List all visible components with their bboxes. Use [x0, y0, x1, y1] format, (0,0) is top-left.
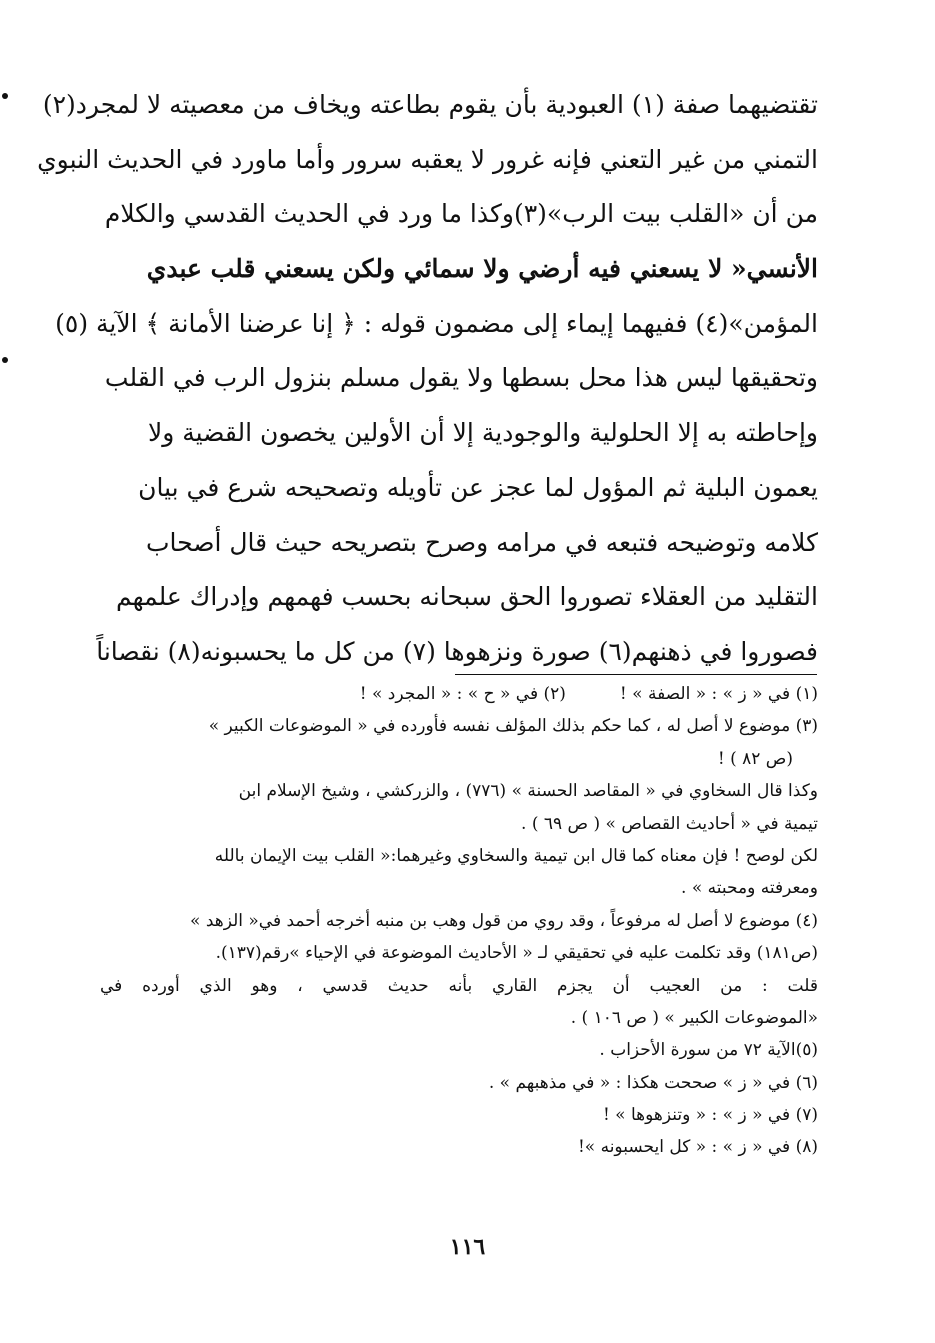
footnote-line: قلت : من العجيب أن يجزم القاري بأنه حديث قدسي ، وهو الذي أورده في: [100, 975, 818, 996]
body-line: يعمون البلية ثم المؤول لما عجز عن تأويله وتصحيحه شرع في بيان: [138, 472, 818, 502]
footnote-line: (٨) في « ز » : « كل ايحسبونه »!: [577, 1137, 818, 1158]
body-line: فصوروا في ذهنهم(٦) صورة ونزهوها (٧) من كل ما يحسبونه(٨) نقصاناً: [96, 636, 818, 666]
body-line: تقتضيهما صفة (١) العبودية بأن يقوم بطاعته ويخاف من معصيته لا لمجرد(٢): [42, 90, 818, 119]
footnote-line: (٣) موضوع لا أصل له ، كما حكم بذلك المؤلف نفسه فأورده في « الموضوعات الكبير »: [208, 716, 818, 737]
footnote-line: تيمية في « أحاديث القصاص » ( ص ٦٩ ) .: [521, 813, 818, 834]
footnote-line: لكن لوصح ! فإن معناه كما قال ابن تيمية والسخاوي وغيرهما:« القلب بيت الإيمان بالله: [214, 845, 818, 866]
margin-mark: [2, 93, 8, 99]
margin-mark: [2, 357, 8, 363]
footnote-line: (ص١٨١) وقد تكلمت عليه في تحقيقي لـ « الأحاديث الموضوعة في الإحياء »رقم(١٣٧).: [215, 943, 818, 964]
footnote-line: (ص ٨٢ ) !: [717, 748, 793, 769]
footnote-divider: [455, 674, 817, 675]
body-line: من أن «القلب بيت الرب»(٣)وكذا ما ورد في الحديث القدسي والكلام: [104, 199, 818, 229]
body-line: وإحاطته به إلا الحلولية والوجودية إلا أن الأولين يخصون القضية ولا: [147, 418, 818, 448]
footnote-line: وكذا قال السخاوي في « المقاصد الحسنة » (٧٧٦) ، والزركشي ، وشيخ الإسلام ابن: [238, 781, 818, 802]
footnote-line: «الموضوعات الكبير » ( ص ١٠٦ ) .: [570, 1007, 818, 1028]
body-line: المؤمن»(٤) ففيهما إيماء إلى مضمون قوله : ﴿ إنا عرضنا الأمانة ﴾ الآية (٥): [55, 308, 818, 338]
body-line: التقليد من العقلاء تصوروا الحق سبحانه بحسب فهمهم وإدراك علمهم: [115, 582, 818, 612]
body-line: التمني من غير التعني فإنه غرور لا يعقبه سرور وأما ماورد في الحديث النبوي: [37, 144, 818, 174]
footnote-line: (٧) في « ز » : « وتنزهوها » !: [602, 1105, 818, 1126]
footnote-line: (١) في « ز » : « الصفة » ! (٢) في « ح » : « المجرد » !: [359, 684, 818, 704]
footnote-line: (٦) في « ز » صححت هكذا : « في مذهبهم » .: [488, 1072, 818, 1093]
body-line: وتحقيقها ليس هذا محل بسطها ولا يقول مسلم بنزول الرب في القلب: [104, 363, 818, 393]
footnote-line: ومعرفته ومحبته » .: [681, 878, 818, 899]
page-number: ١١٦: [449, 1234, 486, 1260]
footnote-line: (٥)الآية ٧٢ من سورة الأحزاب .: [599, 1040, 818, 1061]
body-line: الأنسي« لا يسعني فيه أرضي ولا سمائي ولكن يسعني قلب عبدي: [146, 254, 818, 284]
main-text: [37, 78, 818, 680]
footnote-line: (٤) موضوع لا أصل له مرفوعاً ، وقد روي من قول وهب بن منبه أخرجه أحمد في« الزهد »: [190, 910, 818, 931]
body-line: كلامه وتوضيحه فتبعه في مرامه وصرح بتصريحه حيث قال أصحاب: [145, 527, 818, 557]
footnotes: [100, 678, 818, 1164]
